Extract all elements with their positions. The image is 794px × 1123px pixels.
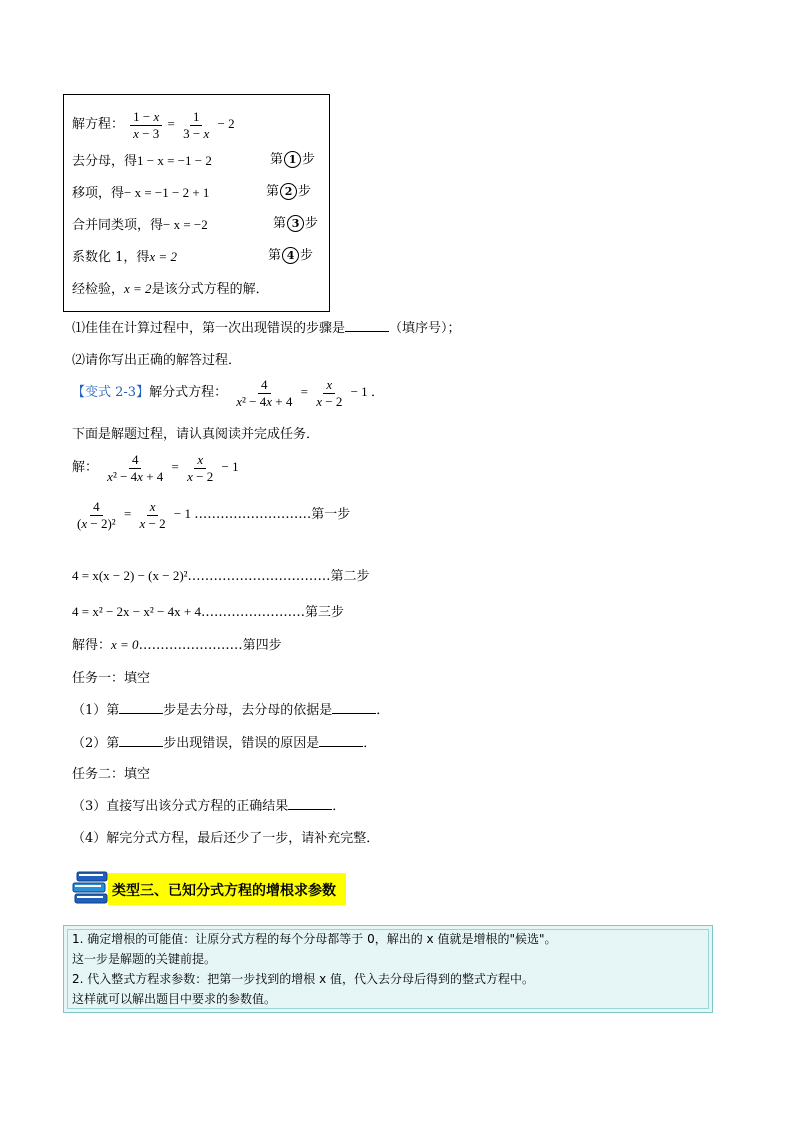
box-step-1-tag: 第 1 步 (270, 152, 316, 167)
stacked-books-icon (72, 868, 112, 906)
intro-text: 下面是解题过程，请认真阅读并完成任务． (72, 427, 320, 442)
box-step-1: 去分母，得1 − x = −1 − 2 (72, 153, 212, 169)
solution-step-2: 4 = x(x − 2) − (x − 2)²……………………………第二步 (72, 568, 370, 584)
answer-blank[interactable] (119, 734, 163, 747)
variant-line: 【变式 2-3】解分式方程： $\frac{4}{\text{x² − 4x + 4}}$ = $\frac{x}{x - 2}$ − 1 ． (72, 377, 384, 409)
task-1-q1: （1）第 步是去分母，去分母的依据是 ． (72, 703, 390, 718)
tip-line-4: 这样就可以解出题目中要求的参数值。 (72, 992, 277, 1006)
box-step-2-tag: 第 2 步 (266, 184, 312, 199)
solve-label: 解方程： (72, 117, 125, 133)
answer-blank[interactable] (288, 797, 332, 810)
solution-step-3: 4 = x² − 2x − x² − 4x + 4……………………第三步 (72, 604, 344, 620)
tip-line-1: 1. 确定增根的可能值：让原分式方程的每个分母都等于 0，解出的 x 值就是增根的"候选"。 (72, 932, 557, 946)
equation-line (72, 110, 235, 140)
tip-line-2: 这一步是解题的关键前提。 (72, 952, 217, 966)
answer-blank[interactable] (119, 701, 163, 714)
tip-line-3: 2. 代入整式方程求参数：把第一步找到的增根 x 值，代入去分母后得到的整式方程中。 (72, 972, 534, 986)
box-step-2: 移项，得− x = −1 − 2 + 1 (72, 185, 210, 201)
task-2-title: 任务二：填空 (72, 767, 151, 782)
tip-box (63, 925, 713, 1013)
question-1: ⑴佳佳在计算过程中，第一次出现错误的步骤是 （填序号）； (72, 321, 461, 336)
task-1-q2: （2）第 步出现错误，错误的原因是 ． (72, 736, 377, 751)
answer-blank[interactable] (332, 701, 376, 714)
variant-equation: $\frac{4}{\text{x² − 4x + 4}}$ = $\frac{x}{x - 2}$ − 1 (236, 377, 371, 409)
question-2: ⑵请你写出正确的解答过程． (72, 353, 242, 368)
box-check-line: 经检验，x = 2是该分式方程的解． (72, 281, 269, 297)
task-2-q4: （4）解完分式方程，最后还少了一步，请补充完整． (72, 831, 380, 846)
circled-number-4: 4 (282, 247, 299, 264)
section-title: 类型三、已知分式方程的增根求参数 (112, 883, 336, 899)
answer-blank[interactable] (319, 734, 363, 747)
circled-number-3: 3 (287, 215, 304, 232)
box-step-3-tag: 第 3 步 (273, 216, 319, 231)
equation-lhs: $\frac{1 - x}{x - 3}$ = $\frac{1}{3 - x}$ − 2 (128, 116, 234, 131)
circled-number-1: 1 (284, 151, 301, 168)
circled-number-2: 2 (280, 183, 297, 200)
task-2-q3: （3）直接写出该分式方程的正确结果 ． (72, 799, 346, 814)
box-step-3: 合并同类项，得− x = −2 (72, 217, 208, 233)
variant-tag: 【变式 2-3】 (72, 385, 150, 401)
task-1-title: 任务一：填空 (72, 671, 151, 686)
solution-start: 解： $\frac{4}{\text{x² − 4x + 4}}$ = $\frac{x}{x - 2}$ − 1 (72, 452, 239, 484)
solution-step-4: 解得：x = 0……………………第四步 (72, 637, 282, 653)
box-step-4-tag: 第 4 步 (268, 248, 314, 263)
answer-blank[interactable] (345, 319, 389, 332)
box-step-4: 系数化 1，得x = 2 (72, 249, 177, 265)
solution-step-1: $\frac{4}{\text{(x − 2)²}}$ = $\frac{x}{x - 2}$ − 1 ………………………第一步 (77, 499, 351, 531)
